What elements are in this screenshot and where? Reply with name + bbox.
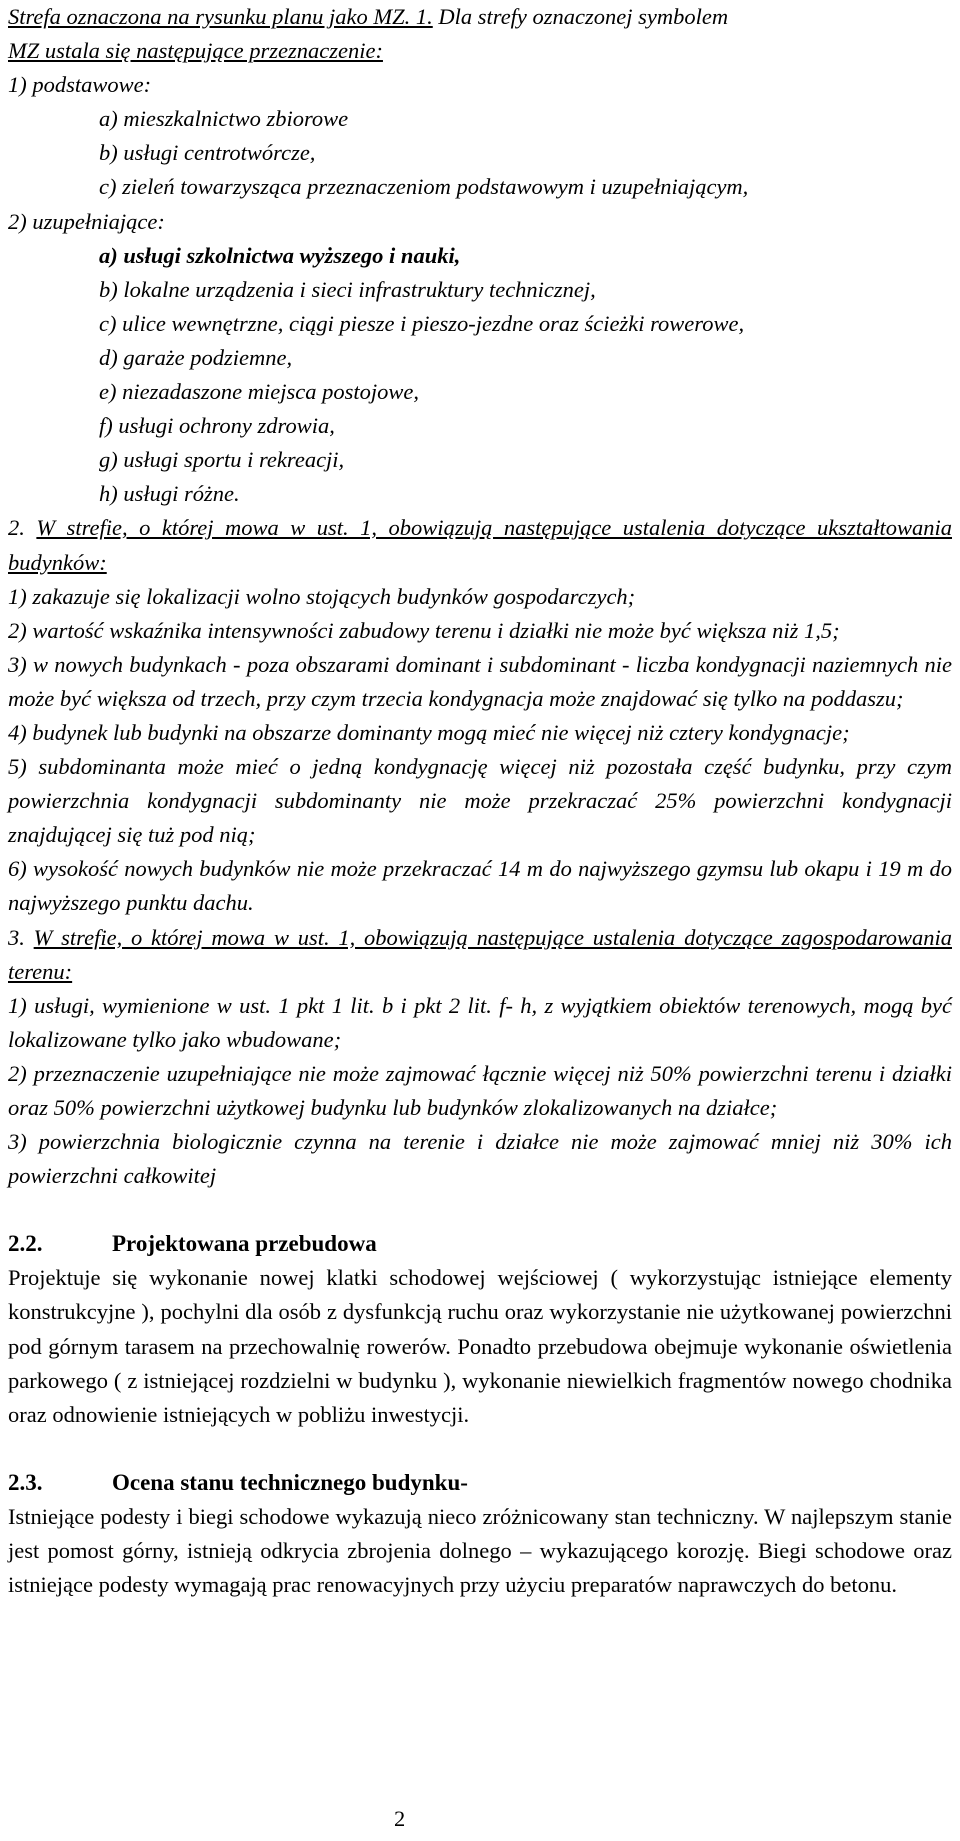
building-rule: 4) budynek lub budynki na obszarze dominanty mogą mieć nie więcej niż cztery kondygnacje; (8, 719, 850, 745)
list-item: e) niezadaszone miejsca postojowe, (99, 379, 419, 405)
zone-intro-rest: Dla strefy oznaczonej symbolem (432, 4, 729, 29)
land-use-rules-heading: W strefie, o której mowa w ust. 1, obowiązują następujące ustalenia dotyczące zagospodarowania terenu: (8, 924, 952, 984)
building-rule: 2) wartość wskaźnika intensywności zabudowy terenu i działki nie może być większa niż 1,5; (8, 617, 840, 643)
spacer (8, 1432, 952, 1466)
list-item: a) usługi szkolnictwa wyższego i nauki, (99, 242, 461, 268)
document-page (8, 0, 952, 1602)
list-item: c) zieleń towarzysząca przeznaczeniom podstawowym i uzupełniającym, (99, 174, 749, 200)
spacer (8, 1193, 952, 1227)
list-item: g) usługi sportu i rekreacji, (99, 447, 345, 473)
section-heading-2-2 (8, 1227, 952, 1261)
zone-intro-lead: Strefa oznaczona na rysunku planu jako MZ. 1. (8, 4, 433, 29)
supplementary-purpose-title: 2) uzupełniające: (8, 208, 165, 234)
list-item: b) usługi centrotwórcze, (99, 140, 316, 166)
building-rule: 1) zakazuje się lokalizacji wolno stojących budynków gospodarczych; (8, 583, 636, 609)
zone-intro-line-2 (8, 34, 952, 68)
section-title: Ocena stanu technicznego budynku- (112, 1469, 468, 1495)
land-use-rule: 1) usługi, wymienione w ust. 1 pkt 1 lit. b i pkt 2 lit. f- h, z wyjątkiem obiektów terenowych, mogą być lokalizowane tylko jako wbudowane; (8, 992, 952, 1052)
section-body-2-2: Projektuje się wykonanie nowej klatki schodowej wejściowej ( wykorzystując istniejące elementy konstrukcyjne ), pochylni dla osób z dysfunkcją ruchu oraz wykorzystanie nie użytkowanej powierzchni pod górnym tarasem na przechowalnię rowerów. Ponadto przebudowa obejmuje wykonanie oświetlenia parkowego ( z istniejącej rozdzielni w budynku ), wykonanie niewielkich fragmentów nowego chodnika oraz odnowienie istniejących w pobliżu inwestycji. (8, 1265, 952, 1427)
land-use-rule: 2) przeznaczenie uzupełniające nie może zajmować łącznie więcej niż 50% powierzchni terenu i działki oraz 50% powierzchni użytkowej budynku lub budynków zlokalizowanych na działce; (8, 1060, 952, 1120)
section-body-2-3: Istniejące podesty i biegi schodowe wykazują nieco zróżnicowany stan techniczny. W najlepszym stanie jest pomost górny, istnieją odkrycia zbrojenia dolnego – wykazującego korozję. Biegi schodowe oraz istniejące podesty wymagają prac renowacyjnych przy użyciu preparatów naprawczych do betonu. (8, 1503, 952, 1598)
section-number: 2.2. (8, 1231, 43, 1257)
list-item: b) lokalne urządzenia i sieci infrastruktury technicznej, (99, 276, 596, 302)
building-rule: 6) wysokość nowych budynków nie może przekraczać 14 m do najwyższego gzymsu lub okapu i 19 m do najwyższego punktu dachu. (8, 856, 952, 916)
building-rule: 5) subdominanta może mieć o jedną kondygnację więcej niż pozostała część budynku, przy czym powierzchnia kondygnacji subdominanty nie może przekraczać 25% powierzchni kondygnacji znajdującej się tuż pod nią; (8, 754, 952, 848)
list-item: d) garaże podziemne, (99, 344, 293, 370)
list-item: h) usługi różne. (99, 481, 240, 507)
list-item: a) mieszkalnictwo zbiorowe (99, 106, 349, 132)
page-number: 2 (394, 1806, 406, 1831)
zone-intro-line (8, 0, 952, 34)
building-rule: 3) w nowych budynkach - poza obszarami dominant i subdominant - liczba kondygnacji naziemnych nie może być większa od trzech, przy czym trzecia kondygnacja może znajdować się tylko na poddaszu; (8, 651, 952, 711)
section-title: Projektowana przebudowa (112, 1231, 377, 1257)
section-heading-2-3 (8, 1466, 952, 1500)
basic-purpose-title: 1) podstawowe: (8, 72, 152, 98)
list-item: c) ulice wewnętrzne, ciągi piesze i pieszo-jezdne oraz ścieżki rowerowe, (99, 310, 745, 336)
zone-intro-line-2-text: MZ ustala się następujące przeznaczenie: (8, 38, 383, 64)
building-rules-heading: W strefie, o której mowa w ust. 1, obowiązują następujące ustalenia dotyczące ukształtowania budynków: (8, 515, 952, 575)
land-use-rules-number: 3. (8, 924, 34, 950)
building-rules-number: 2. (8, 515, 37, 541)
land-use-rules-intro (8, 921, 952, 989)
land-use-rule: 3) powierzchnia biologicznie czynna na terenie i działce nie może zajmować mniej niż 30% ich powierzchni całkowitej (8, 1129, 952, 1189)
building-rules-intro (8, 511, 952, 579)
section-number: 2.3. (8, 1469, 43, 1495)
list-item: f) usługi ochrony zdrowia, (99, 413, 335, 439)
